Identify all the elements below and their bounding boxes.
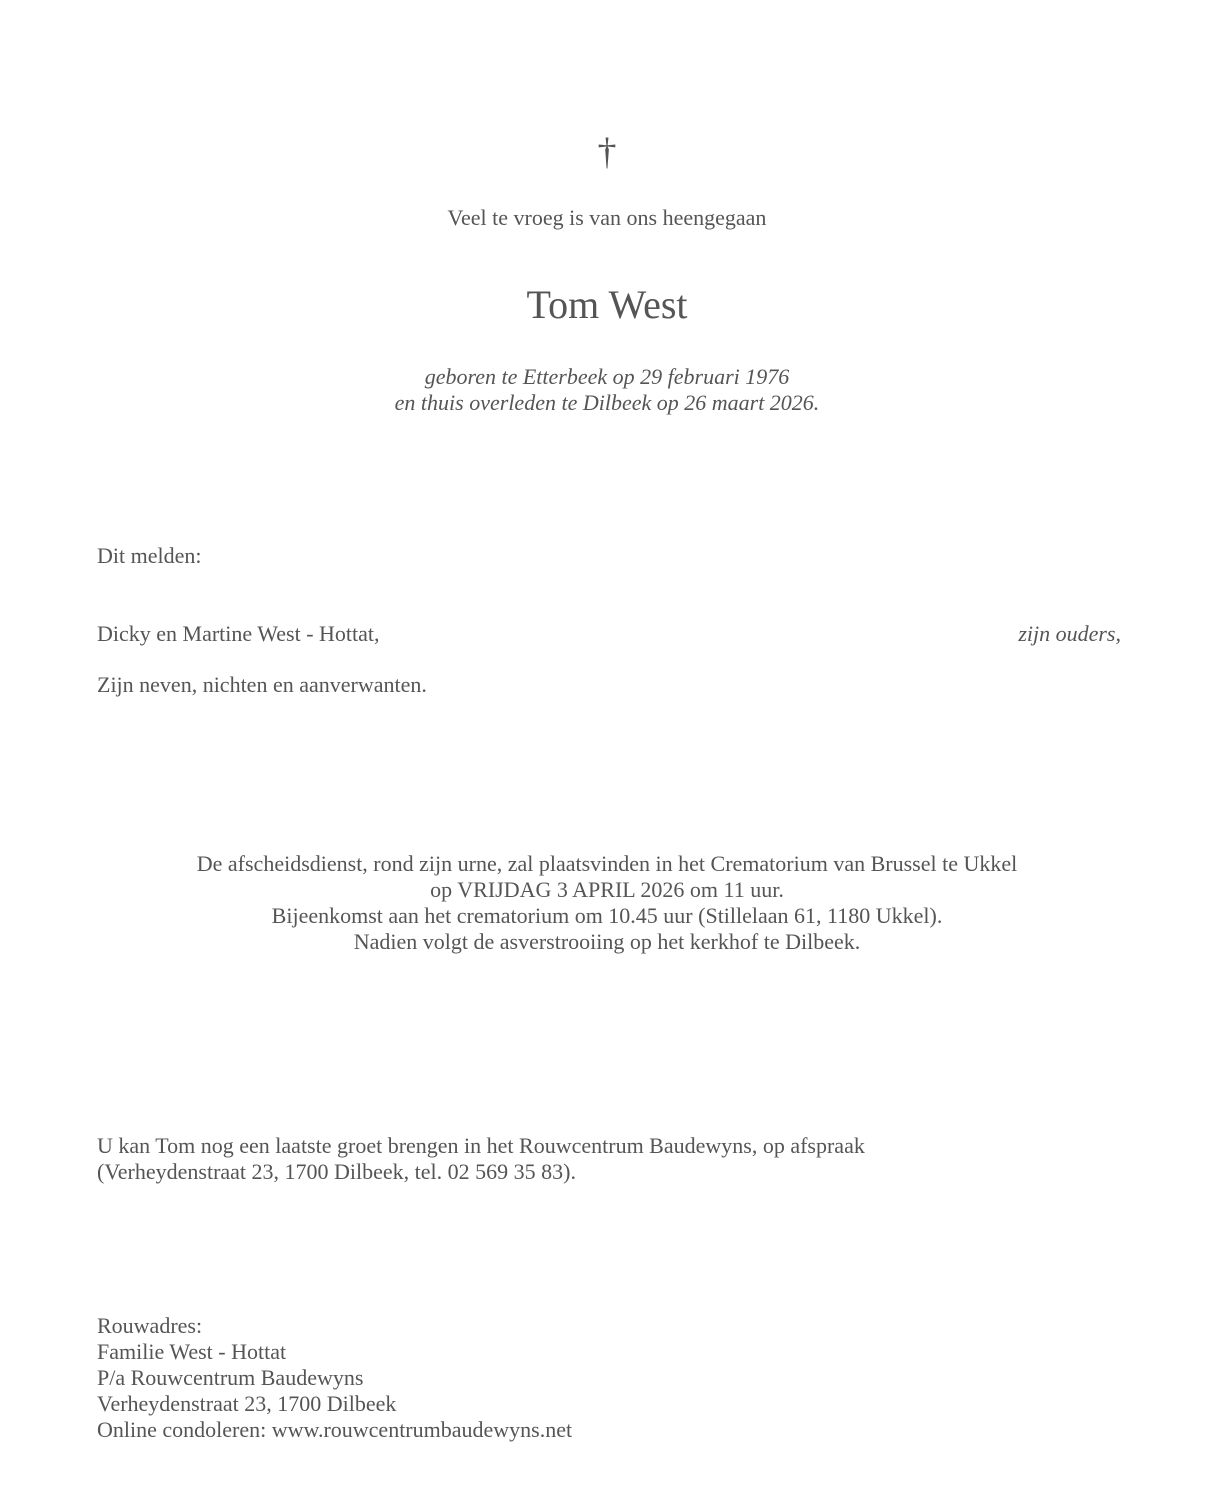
relative-names: Dicky en Martine West - Hottat, <box>97 621 380 646</box>
service-line: Bijeenkomst aan het crematorium om 10.45 uur (Stillelaan 61, 1180 Ukkel). <box>271 903 943 928</box>
service-details <box>0 851 1214 955</box>
other-relatives: Zijn neven, nichten en aanverwanten. <box>97 672 427 697</box>
address-line: Verheydenstraat 23, 1700 Dilbeek <box>97 1391 397 1416</box>
relative-relation: zijn ouders, <box>1018 621 1121 646</box>
visitation-info <box>97 1133 865 1185</box>
address-line: Online condoleren: www.rouwcentrumbaudewyns.net <box>97 1417 573 1442</box>
birth-line: geboren te Etterbeek op 29 februari 1976 <box>424 364 790 389</box>
cross-symbol: † <box>597 131 617 173</box>
announcers-intro: Dit melden: <box>97 543 202 568</box>
address-line: Rouwadres: <box>97 1313 203 1338</box>
service-line: op VRIJDAG 3 APRIL 2026 om 11 uur. <box>430 877 784 902</box>
visitation-line: (Verheydenstraat 23, 1700 Dilbeek, tel. 02 569 35 83). <box>97 1159 576 1184</box>
address-line: P/a Rouwcentrum Baudewyns <box>97 1365 364 1390</box>
mourning-address <box>97 1313 572 1443</box>
address-line: Familie West - Hottat <box>97 1339 287 1364</box>
deceased-name: Tom West <box>526 282 688 327</box>
service-line: Nadien volgt de asverstrooiing op het kerkhof te Dilbeek. <box>353 929 861 954</box>
service-line: De afscheidsdienst, rond zijn urne, zal plaatsvinden in het Crematorium van Brussel te Ukkel <box>196 851 1018 876</box>
visitation-line: U kan Tom nog een laatste groet brengen in het Rouwcentrum Baudewyns, op afspraak <box>97 1133 865 1158</box>
intro-text: Veel te vroeg is van ons heengegaan <box>447 205 767 230</box>
birth-death-dates <box>0 364 1214 416</box>
death-line: en thuis overleden te Dilbeek op 26 maart 2026. <box>394 390 820 415</box>
